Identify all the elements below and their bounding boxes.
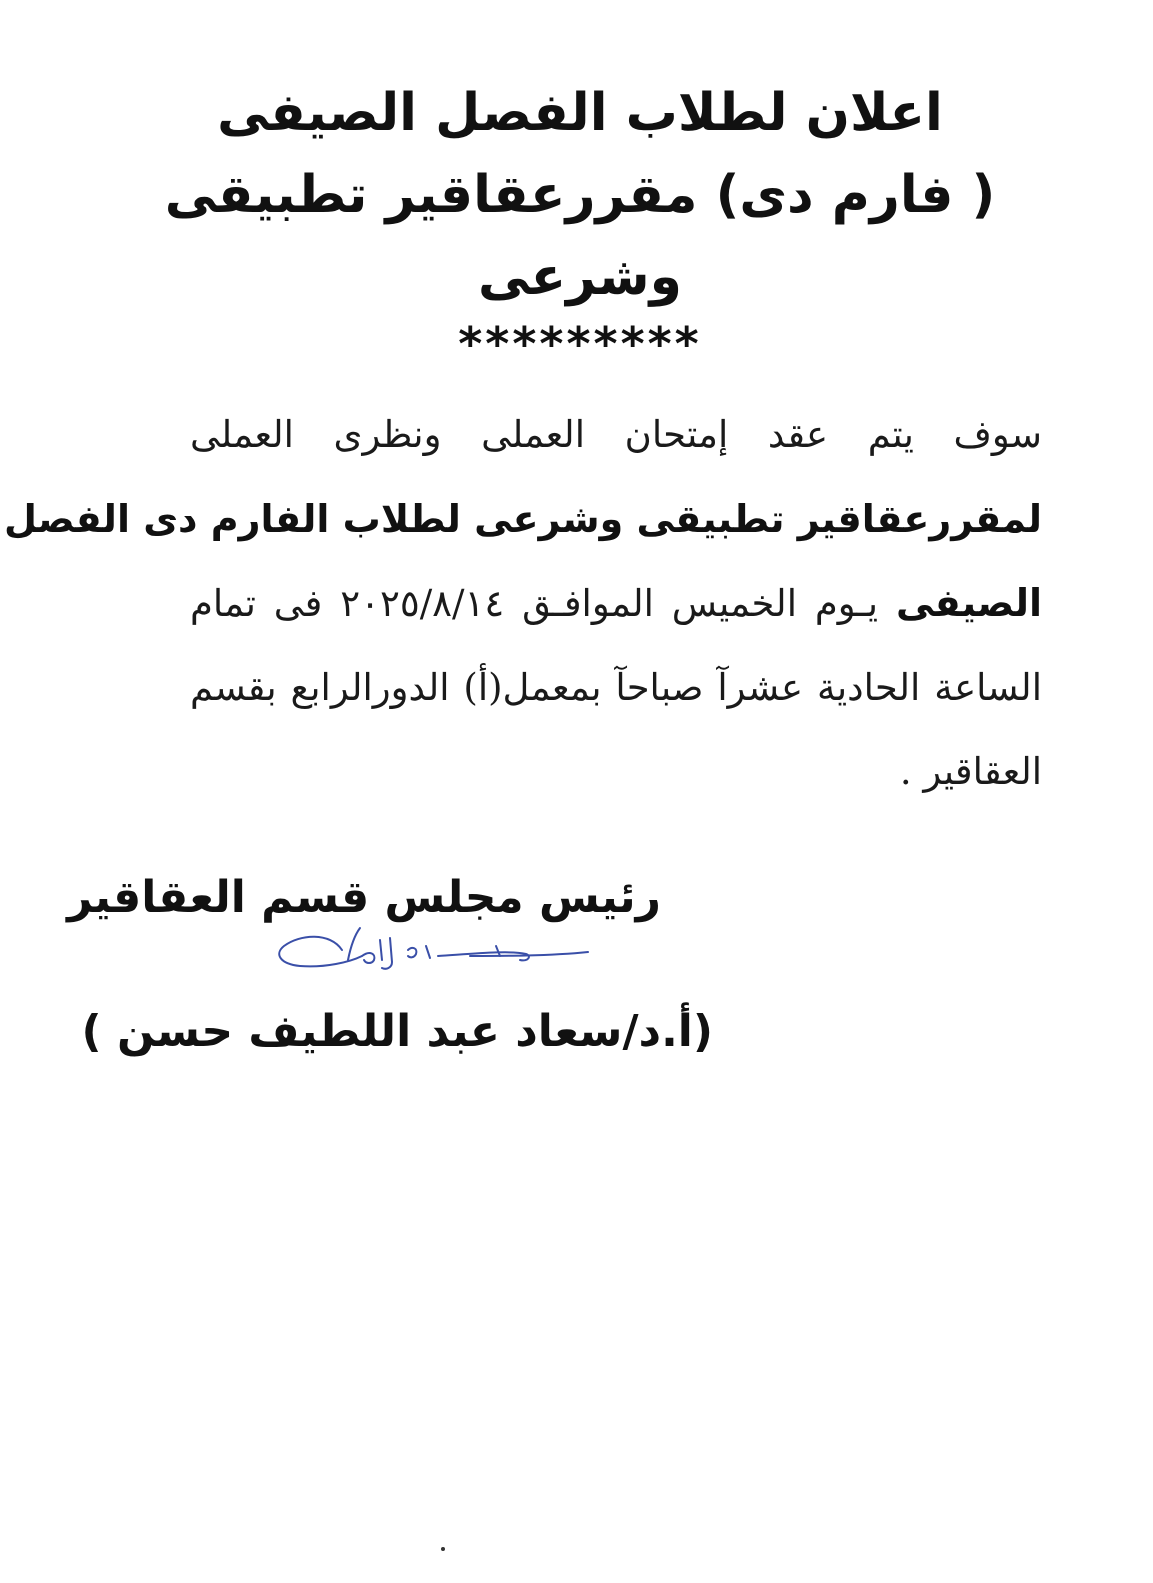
body-line-5: العقاقير . [899, 750, 1042, 793]
body-line-3 [190, 561, 1042, 646]
announcement-title [160, 72, 1000, 371]
title-line-3: وشرعى [478, 247, 682, 307]
summer-term-word: الصيفى [895, 581, 1042, 625]
announcement-body [3, 393, 1042, 814]
signer-name: (أ.د/سعاد عبد اللطيف حسن ) [81, 1006, 713, 1057]
body-line-2: لمقررعقاقير تطبيقى وشرعى لطلاب الفارم دى الفصل [3, 497, 1042, 541]
title-line-1: اعلان لطلاب الفصل الصيفى [217, 83, 943, 143]
body-line-4: الساعة الحادية عشرآ صباحآ بمعمل(أ) الدورالرابع بقسم [190, 666, 1042, 709]
department-head-title: رئيس مجلس قسم العقاقير [67, 872, 661, 923]
asterisk-separator: ********* [458, 317, 702, 371]
title-line-2: ( فارم دى) مقررعقاقير تطبيقى [164, 165, 996, 225]
scan-dot [441, 1547, 445, 1551]
body-line-1: سوف يتم عقد إمتحان العملى ونظرى العملى [190, 413, 1042, 456]
handwritten-signature [270, 920, 600, 990]
exam-date-text: يـوم الخميس الموافـق ٢٠٢٥/٨/١٤ فى تمام [190, 582, 896, 625]
